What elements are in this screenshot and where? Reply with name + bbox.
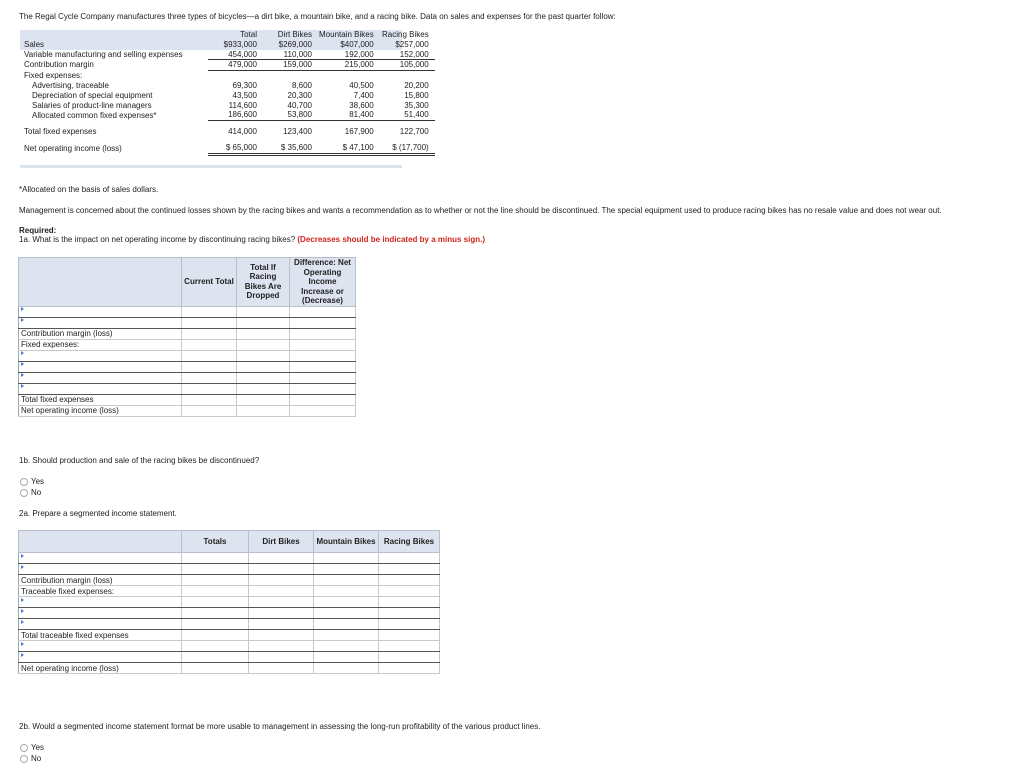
grid1-label-fixed: Fixed expenses: bbox=[19, 339, 182, 350]
grid1-label-tfe: Total fixed expenses bbox=[19, 394, 182, 405]
grid1-input[interactable] bbox=[182, 306, 237, 317]
grid1-input[interactable] bbox=[237, 361, 290, 372]
grid-1a bbox=[18, 257, 356, 417]
grid1-input[interactable] bbox=[290, 328, 356, 339]
grid2-input[interactable] bbox=[379, 652, 440, 663]
grid2-input[interactable] bbox=[19, 608, 182, 619]
footnote: *Allocated on the basis of sales dollars. bbox=[19, 185, 159, 194]
grid2-label-ttfe: Total traceable fixed expenses bbox=[19, 630, 182, 641]
row-total-fixed: Total fixed expenses 414,000 123,400 167,900 122,700 bbox=[24, 127, 429, 137]
radio-icon[interactable] bbox=[20, 744, 28, 752]
grid2-input[interactable] bbox=[314, 641, 379, 652]
grid2-input[interactable] bbox=[314, 553, 379, 564]
grid1-input[interactable] bbox=[290, 372, 356, 383]
q2b-yes-option[interactable]: Yes bbox=[20, 743, 44, 752]
radio-icon[interactable] bbox=[20, 755, 28, 763]
grid1-input[interactable] bbox=[290, 361, 356, 372]
grid1-input[interactable] bbox=[290, 405, 356, 416]
row-noi: Net operating income (loss) $ 65,000 $ 35,600 $ 47,100 $ (17,700) bbox=[20, 143, 435, 154]
grid1-header-current: Current Total bbox=[182, 258, 237, 307]
grid2-input[interactable] bbox=[19, 652, 182, 663]
grid1-input[interactable] bbox=[182, 383, 237, 394]
grid2-header-totals: Totals bbox=[182, 531, 249, 553]
radio-icon[interactable] bbox=[20, 478, 28, 486]
grid2-input[interactable] bbox=[379, 564, 440, 575]
management-text: Management is concerned about the continued losses shown by the racing bikes and wants a recommendation as to whether or not the line should be discontinued. The special equipment used to produce racing bikes has no resale value and does not wear out. bbox=[19, 206, 942, 215]
grid1-input[interactable] bbox=[19, 383, 182, 394]
grid1-header-dropped: Total If Racing Bikes Are Dropped bbox=[237, 258, 290, 307]
grid1-input[interactable] bbox=[290, 306, 356, 317]
question-1a-note: (Decreases should be indicated by a minus sign.) bbox=[297, 235, 485, 244]
grid1-input[interactable] bbox=[237, 372, 290, 383]
col-mountain: Mountain Bikes bbox=[319, 30, 374, 39]
grid2-header-dirt: Dirt Bikes bbox=[249, 531, 314, 553]
grid1-input[interactable] bbox=[237, 306, 290, 317]
q1b-yes-option[interactable]: Yes bbox=[20, 477, 44, 486]
grid2-input[interactable] bbox=[182, 553, 249, 564]
grid1-input[interactable] bbox=[290, 383, 356, 394]
data-table bbox=[20, 30, 435, 156]
row-advertising: Advertising, traceable 69,300 8,600 40,500 20,200 bbox=[32, 80, 429, 90]
grid1-label-noi: Net operating income (loss) bbox=[19, 405, 182, 416]
grid2-input[interactable] bbox=[314, 575, 379, 586]
grid2-input[interactable] bbox=[182, 641, 249, 652]
grid2-input[interactable] bbox=[182, 619, 249, 630]
grid2-input[interactable] bbox=[379, 663, 440, 674]
col-racing: Racing Bikes bbox=[382, 30, 429, 39]
grid2-input[interactable] bbox=[314, 608, 379, 619]
grid2-input[interactable] bbox=[182, 597, 249, 608]
col-dirt: Dirt Bikes bbox=[277, 30, 312, 39]
row-sales: Sales $933,000 $269,000 $407,000 $257,000 bbox=[24, 39, 429, 49]
grid2-input[interactable] bbox=[182, 575, 249, 586]
grid2-label-noi: Net operating income (loss) bbox=[19, 663, 182, 674]
grid2-input[interactable] bbox=[379, 575, 440, 586]
grid1-input[interactable] bbox=[182, 372, 237, 383]
grid2-input[interactable] bbox=[379, 608, 440, 619]
grid1-input[interactable] bbox=[182, 394, 237, 405]
grid2-input[interactable] bbox=[379, 597, 440, 608]
grid2-input[interactable] bbox=[314, 652, 379, 663]
grid2-input[interactable] bbox=[182, 663, 249, 674]
grid2-input[interactable] bbox=[379, 553, 440, 564]
grid1-input[interactable] bbox=[182, 405, 237, 416]
grid2-label-traceable: Traceable fixed expenses: bbox=[19, 586, 182, 597]
grid2-input[interactable] bbox=[314, 564, 379, 575]
grid2-input[interactable] bbox=[19, 619, 182, 630]
grid2-input[interactable] bbox=[249, 575, 314, 586]
row-variable: Variable manufacturing and selling expenses 454,000 110,000 192,000 152,000 bbox=[20, 50, 435, 60]
col-total: Total bbox=[240, 30, 257, 39]
row-fixed-header: Fixed expenses: bbox=[24, 70, 83, 80]
grid2-input[interactable] bbox=[182, 608, 249, 619]
grid1-input[interactable] bbox=[237, 405, 290, 416]
data-table-underline bbox=[20, 165, 402, 168]
grid1-input[interactable] bbox=[182, 361, 237, 372]
question-2b: 2b. Would a segmented income statement format be more usable to management in assessing the long-run profitability of the various product lines. bbox=[19, 722, 541, 731]
grid-2a bbox=[18, 530, 440, 674]
grid2-input[interactable] bbox=[379, 641, 440, 652]
grid1-input[interactable] bbox=[237, 394, 290, 405]
grid1-input[interactable] bbox=[182, 328, 237, 339]
question-1a: 1a. What is the impact on net operating income by discontinuing racing bikes? (Decreases should be indicated by a minus sign.) bbox=[19, 235, 485, 244]
grid2-input[interactable] bbox=[19, 641, 182, 652]
grid2-input[interactable] bbox=[314, 619, 379, 630]
row-cm: Contribution margin 479,000 159,000 215,000 105,000 bbox=[20, 60, 435, 71]
grid1-input[interactable] bbox=[19, 306, 182, 317]
grid2-header-mountain: Mountain Bikes bbox=[314, 531, 379, 553]
question-2a: 2a. Prepare a segmented income statement. bbox=[19, 509, 177, 518]
grid2-input[interactable] bbox=[249, 597, 314, 608]
grid2-input[interactable] bbox=[249, 652, 314, 663]
question-1b: 1b. Should production and sale of the racing bikes be discontinued? bbox=[19, 456, 260, 465]
grid2-input[interactable] bbox=[314, 630, 379, 641]
grid1-header-difference: Difference: Net Operating Income Increase or (Decrease) bbox=[290, 258, 356, 307]
grid1-input[interactable] bbox=[19, 361, 182, 372]
grid1-input[interactable] bbox=[290, 317, 356, 328]
grid1-input[interactable] bbox=[19, 317, 182, 328]
grid2-input[interactable] bbox=[314, 663, 379, 674]
grid1-input[interactable] bbox=[237, 317, 290, 328]
grid1-input[interactable] bbox=[182, 317, 237, 328]
row-allocated: Allocated common fixed expenses* 186,600 53,800 81,400 51,400 bbox=[20, 110, 435, 120]
grid2-input[interactable] bbox=[314, 597, 379, 608]
grid1-input[interactable] bbox=[290, 350, 356, 361]
grid1-input[interactable] bbox=[237, 350, 290, 361]
q2b-no-option[interactable]: No bbox=[20, 754, 41, 763]
grid2-input[interactable] bbox=[249, 663, 314, 674]
row-salaries: Salaries of product-line managers 114,600 40,700 38,600 35,300 bbox=[32, 100, 429, 110]
grid2-label-cm: Contribution margin (loss) bbox=[19, 575, 182, 586]
radio-icon[interactable] bbox=[20, 489, 28, 497]
grid2-header-racing: Racing Bikes bbox=[379, 531, 440, 553]
grid1-label-cm: Contribution margin (loss) bbox=[19, 328, 182, 339]
grid2-input[interactable] bbox=[379, 619, 440, 630]
grid2-input[interactable] bbox=[182, 630, 249, 641]
grid1-input[interactable] bbox=[290, 394, 356, 405]
q1b-no-option[interactable]: No bbox=[20, 488, 41, 497]
grid2-input[interactable] bbox=[19, 553, 182, 564]
grid1-input[interactable] bbox=[237, 383, 290, 394]
row-depreciation: Depreciation of special equipment 43,500 20,300 7,400 15,800 bbox=[32, 90, 429, 100]
grid1-input[interactable] bbox=[237, 328, 290, 339]
grid2-input[interactable] bbox=[249, 641, 314, 652]
grid1-input[interactable] bbox=[19, 372, 182, 383]
grid2-input[interactable] bbox=[249, 630, 314, 641]
grid2-input[interactable] bbox=[379, 630, 440, 641]
grid2-input[interactable] bbox=[19, 597, 182, 608]
grid1-input[interactable] bbox=[19, 350, 182, 361]
grid2-input[interactable] bbox=[249, 619, 314, 630]
grid2-input[interactable] bbox=[249, 608, 314, 619]
grid2-input[interactable] bbox=[19, 564, 182, 575]
grid2-input[interactable] bbox=[182, 652, 249, 663]
required-heading: Required: bbox=[19, 226, 57, 235]
grid2-input[interactable] bbox=[182, 564, 249, 575]
grid2-input[interactable] bbox=[249, 564, 314, 575]
grid2-input[interactable] bbox=[249, 553, 314, 564]
grid1-input[interactable] bbox=[182, 350, 237, 361]
intro-text: The Regal Cycle Company manufactures three types of bicycles—a dirt bike, a mountain bike, and a racing bike. Data on sales and expenses for the past quarter follow: bbox=[19, 12, 616, 21]
